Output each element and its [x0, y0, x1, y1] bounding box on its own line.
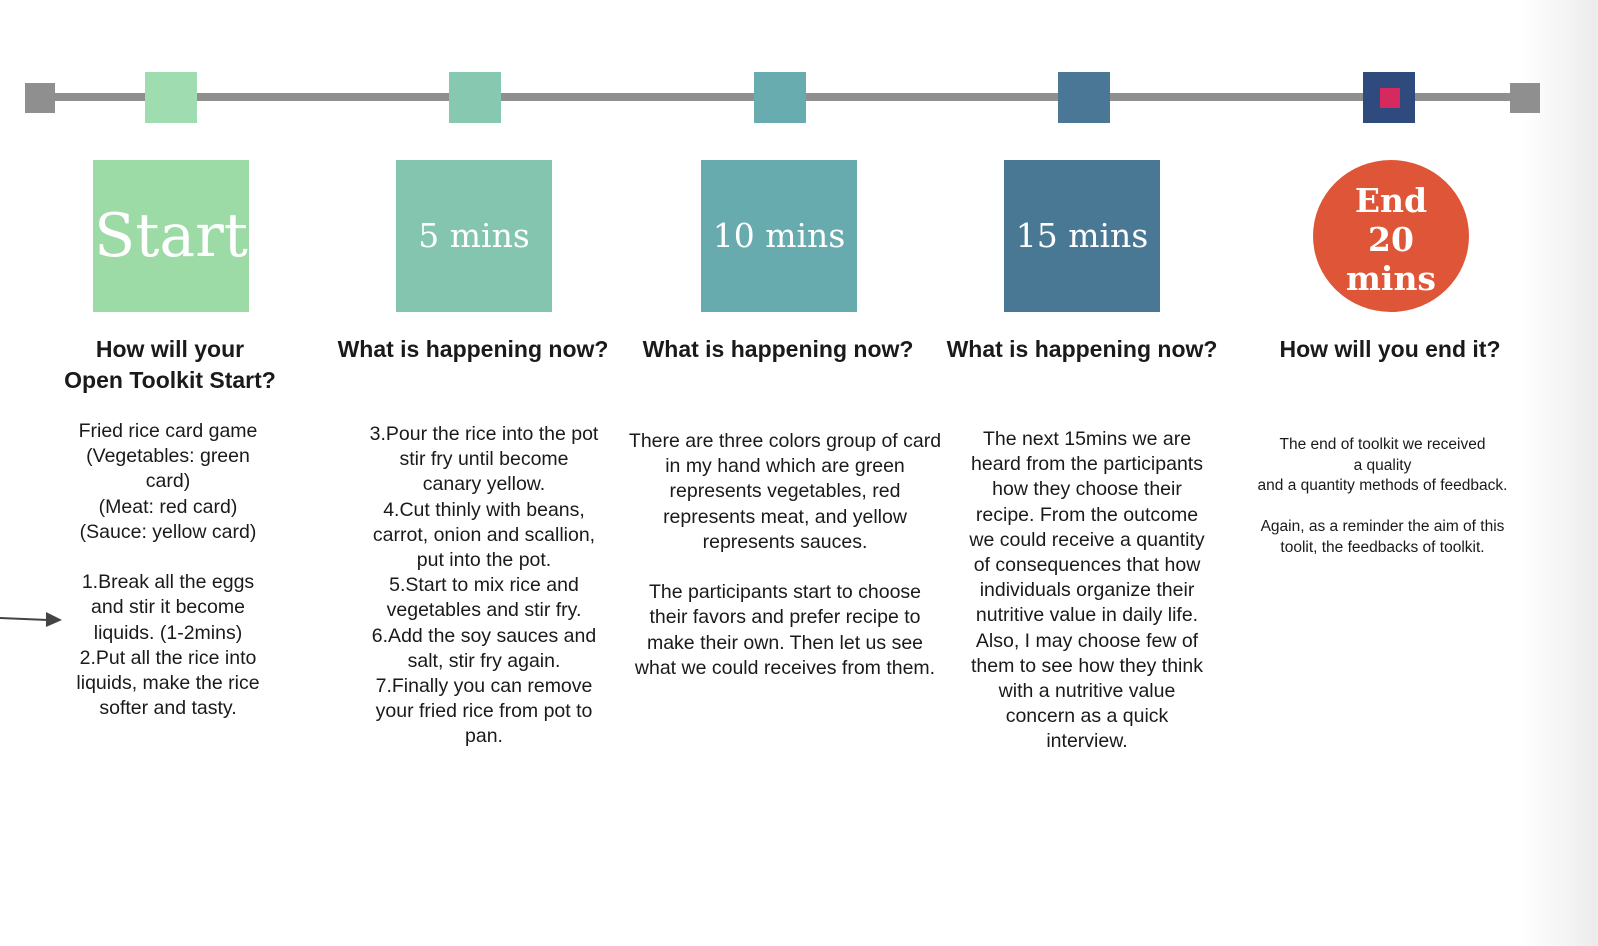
stage-description-5-mins: 3.Pour the rice into the pot stir fry until become canary yellow. 4.Cut thinly with beans, carrot, onion and scallion, put into the pot. 5.Start to mix rice and vegetables and stir fry. 6.Add the soy sauces and salt, stir fry again. 7.Finally you can remove your fried rice from pot to pan. [369, 423, 599, 748]
timeline-marker-5-mins [449, 72, 501, 123]
stage-heading-start: How will your Open Toolkit Start? [64, 336, 276, 393]
stage-description-15-mins: The next 15mins we are heard from the participants how they choose their recipe. From the outcome we could receive a quantity of consequences that how individuals organize their nutritive value in daily life. Also, I may choose few of them to see how they think with a nutritive value concern as a quick interview. [969, 428, 1205, 753]
stage-heading-end: How will you end it? [1279, 336, 1501, 362]
stage-heading-5-mins: What is happening now? [337, 336, 609, 362]
stage-heading-10-mins: What is happening now? [642, 336, 914, 362]
timeline-marker-end [1363, 72, 1415, 123]
stage-tile-label: 10 mins [712, 215, 846, 255]
right-edge-shade [1520, 0, 1598, 946]
stage-heading-15-mins: What is happening now? [946, 336, 1218, 362]
stage-tile-5-mins [396, 160, 552, 312]
stage-tile-label: End 20 mins [1345, 180, 1437, 298]
stage-tile-label: 5 mins [418, 215, 530, 255]
stage-tile-start [93, 160, 249, 312]
timeline-marker-start [145, 72, 197, 123]
timeline-marker-15-mins [1058, 72, 1110, 123]
stage-tile-end [1313, 160, 1469, 312]
timeline-marker-10-mins [754, 72, 806, 123]
stage-tile-label: 15 mins [1015, 215, 1149, 255]
timeline-end-cap [1510, 83, 1540, 113]
stage-description-start: Fried rice card game (Vegetables: green card) (Meat: red card) (Sauce: yellow card) 1.Break all the eggs and stir it become liquids. (1-2mins) 2.Put all the rice into liquids, make the rice softer and tasty. [76, 420, 260, 720]
stage-tile-15-mins [1004, 160, 1160, 312]
stage-description-end: The end of toolkit we received a quality and a quantity methods of feedback. Again, as a reminder the aim of this toolit, the feedbacks of toolkit. [1257, 436, 1508, 556]
timeline-end-dot [1380, 88, 1400, 108]
stage-tile-10-mins [701, 160, 857, 312]
stage-tile-label: Start [94, 201, 248, 271]
pointer-arrow-icon [0, 608, 66, 632]
stage-description-10-mins: There are three colors group of card in my hand which are green represents vegetables, red represents meat, and yellow represents sauces. The participants start to choose their favors and prefer recipe to make their own. Then let us see what we could receives from them. [628, 430, 942, 679]
timeline-start-cap [25, 83, 55, 113]
